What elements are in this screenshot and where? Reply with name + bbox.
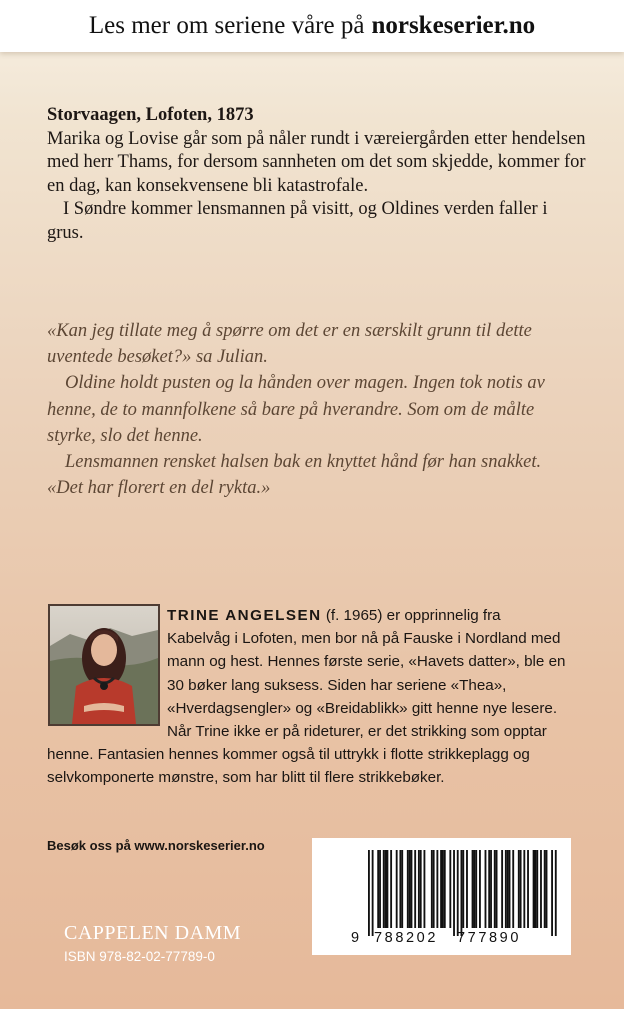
barcode-bar <box>444 850 446 928</box>
barcode-bar <box>501 850 503 928</box>
barcode-bar <box>490 850 492 928</box>
barcode-bar <box>512 850 514 928</box>
barcode-bar <box>507 850 509 928</box>
barcode-bar <box>396 850 398 928</box>
barcode-bar <box>457 850 459 936</box>
excerpt-paragraph-3: Lensmannen rensket halsen bak en knyttet hånd før han snakket. <box>65 452 542 473</box>
blurb-title: Storvaagen, Lofoten, 1873 <box>47 105 254 125</box>
excerpt-paragraph-2: Oldine holdt pusten og la hånden over magen. Ingen tok notis av henne, de to mannfolkene så bare på hverandre. Som om de målte styrke, slo det henne. <box>47 373 545 446</box>
barcode-bar <box>488 850 490 928</box>
visit-link[interactable]: Besøk oss på www.norskeserier.no <box>47 838 265 853</box>
barcode-bar <box>546 850 548 928</box>
barcode-bar <box>527 850 529 928</box>
author-bio <box>47 604 567 790</box>
barcode-bar <box>409 850 411 928</box>
publisher-logo: CAPPELEN DAMM <box>64 922 242 944</box>
barcode-bar <box>442 850 444 928</box>
barcode-bar <box>496 850 498 928</box>
barcode-bar <box>368 850 370 936</box>
barcode-bar <box>433 850 435 928</box>
barcode-bar <box>536 850 538 928</box>
isbn-text: ISBN 978-82-02-77789-0 <box>64 949 215 964</box>
barcode-bar <box>505 850 507 928</box>
barcode-bar <box>390 850 392 928</box>
barcode-bar <box>540 850 542 928</box>
barcode-bar <box>418 850 420 928</box>
barcode-bar <box>544 850 546 928</box>
barcode-bar <box>462 850 464 928</box>
barcode-bar <box>449 850 451 928</box>
barcode-bar <box>461 850 463 936</box>
blurb-paragraph-1: Marika og Lovise går som på nåler rundt i væreiergården etter hendelsen med herr Thams, for dersom sannheten om det som skjedde, kommer for en dag, kan konsekvensene bli katastrofale. <box>47 128 586 196</box>
banner-site-link[interactable]: norskeserier.no <box>371 12 536 39</box>
barcode-bar <box>494 850 496 928</box>
barcode-bar <box>387 850 389 928</box>
blurb-paragraph-2: I Søndre kommer lensmannen på visitt, og Oldines verden faller i grus. <box>47 199 548 243</box>
barcode-bar <box>479 850 481 928</box>
barcode-bar <box>518 850 520 928</box>
excerpt-paragraph-1: «Kan jeg tillate meg å spørre om det er en særskilt grunn til dette uventede besøket?» sa Julian. <box>47 321 532 368</box>
barcode-bar <box>372 850 374 936</box>
barcode-bar <box>466 850 468 928</box>
barcode-bar <box>377 850 379 928</box>
barcode-first-digit: 9 <box>351 930 360 946</box>
barcode-bar <box>485 850 487 928</box>
top-banner <box>0 0 624 52</box>
barcode-bar <box>453 850 455 936</box>
barcode-bar <box>385 850 387 928</box>
barcode-bar <box>383 850 385 928</box>
barcode-bar <box>535 850 537 928</box>
barcode-bar <box>523 850 525 928</box>
barcode-bar <box>440 850 442 928</box>
author-bio-text: (f. 1965) er opprinnelig fra Kabelvåg i Lofoten, men bor nå på Fauske i Nordland med mann og hest. Hennes første serie, «Havets datter», ble en 30 bøker lang suksess. Siden har seriene «Thea», «Hverdagsengler» og «Breidablikk» gitt henne nye lesere. Når Trine ikke er på rideturer, er det strikking som opptar henne. Fantasien hennes kommer også til uttrykk i flotte strikkeplagg og selvkomponerte mønstre, som har blitt til flere strikkebøker. <box>47 607 566 787</box>
barcode-bar <box>420 850 422 928</box>
barcode-bar <box>411 850 413 928</box>
barcode-bar <box>399 850 401 928</box>
barcode-bar <box>436 850 438 928</box>
excerpt-section <box>47 318 577 501</box>
author-name: TRINE ANGELSEN <box>167 607 322 624</box>
barcode-bar <box>509 850 511 928</box>
barcode-bar <box>472 850 474 928</box>
barcode <box>312 838 571 955</box>
barcode-bar <box>555 850 557 936</box>
barcode-bar <box>431 850 433 928</box>
barcode-bar <box>407 850 409 928</box>
photo-spacer <box>47 604 167 722</box>
blurb-section <box>47 104 587 246</box>
excerpt-paragraph-4: «Det har florert en del rykta.» <box>47 478 271 499</box>
barcode-bar <box>424 850 426 928</box>
barcode-group-1: 788202 <box>374 930 438 946</box>
banner-text: Les mer om seriene våre på <box>88 12 365 39</box>
barcode-bar <box>533 850 535 928</box>
barcode-bar <box>475 850 477 928</box>
barcode-bar <box>414 850 416 928</box>
barcode-bar <box>401 850 403 928</box>
barcode-bar <box>379 850 381 928</box>
barcode-bar <box>551 850 553 936</box>
barcode-bar <box>520 850 522 928</box>
barcode-group-2: 777890 <box>457 930 521 946</box>
barcode-bar <box>473 850 475 928</box>
